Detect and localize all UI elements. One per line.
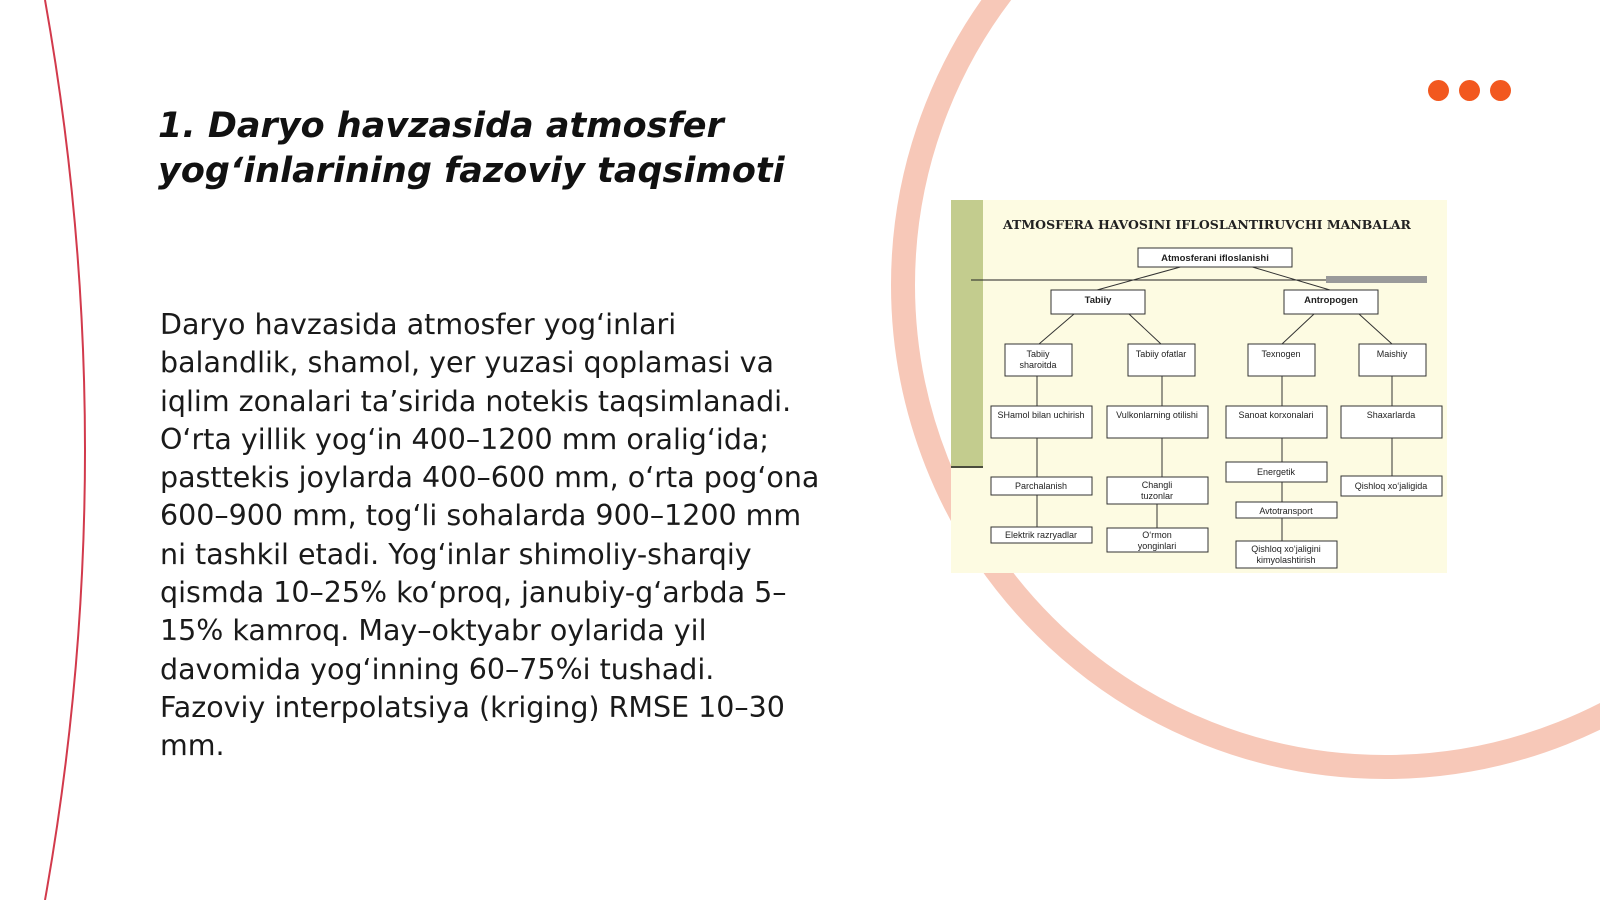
pollution-sources-diagram — [951, 200, 1447, 573]
three-dots-decoration — [1428, 80, 1520, 102]
label-avtotransport: Avtotransport — [1259, 506, 1313, 516]
label-kimyo-1: Qishloq xo‘jaligini — [1251, 544, 1321, 554]
label-tabiiy-ofatlar: Tabiiy ofatlar — [1135, 349, 1187, 359]
body-line: davomida yog‘inning 60–75%i tushadi. — [160, 652, 715, 686]
body-line: 600–900 mm, tog‘li sohalarda 900–1200 mm — [160, 499, 802, 533]
label-antropogen: Antropogen — [1304, 295, 1358, 306]
slide-title — [158, 104, 798, 194]
slide-title-line-1: 1. Daryo havzasida atmosfer — [158, 106, 724, 146]
left-curve-line — [45, 0, 85, 900]
body-line: qismda 10–25% ko‘proq, janubiy-g‘arbda 5– — [160, 576, 787, 610]
label-kimyo-2: kimyolashtirish — [1256, 555, 1316, 565]
label-tabiiy: Tabiiy — [1084, 295, 1112, 306]
figure-sidebar — [951, 200, 983, 468]
body-line: balandlik, shamol, yer yuzasi qoplamasi va — [160, 346, 774, 380]
body-line: mm. — [160, 729, 225, 763]
body-line: pasttekis joylarda 400–600 mm, o‘rta pog‘ona — [160, 461, 820, 495]
slide-body-text — [160, 306, 860, 766]
label-tabiiy-sharoitda-1: Tabiiy — [1026, 349, 1050, 359]
label-root: Atmosferani ifloslanishi — [1161, 253, 1269, 264]
label-energetik: Energetik — [1256, 467, 1296, 477]
diagram-boxes — [991, 248, 1442, 568]
label-elektrik: Elektrik razryadlar — [1004, 530, 1078, 540]
label-shamol: SHamol bilan uchirish — [997, 410, 1085, 420]
label-ormon-2: yonginlari — [1137, 541, 1177, 551]
label-ormon-1: O‘rmon — [1142, 530, 1172, 540]
slide-title-line-2: yog‘inlarining fazoviy taqsimoti — [158, 151, 785, 191]
label-changli-2: tuzonlar — [1140, 491, 1174, 501]
label-changli-1: Changli — [1141, 480, 1173, 490]
diagram-title: ATMOSFERA HAVOSINI IFLOSLANTIRUVCHI MANBALAR — [1003, 217, 1411, 232]
label-parchalanish: Parchalanish — [1014, 481, 1068, 491]
label-qishloq: Qishloq xo‘jaligida — [1354, 481, 1428, 491]
label-texnogen: Texnogen — [1261, 349, 1301, 359]
body-line: Fazoviy interpolatsiya (kriging) RMSE 10–30 — [160, 690, 785, 724]
body-line: ni tashkil etadi. Yog‘inlar shimoliy-sharqiy — [160, 537, 752, 571]
label-sanoat: Sanoat korxonalari — [1238, 410, 1314, 420]
body-line: O‘rta yillik yog‘in 400–1200 mm oralig‘ida; — [160, 422, 770, 456]
dot-icon — [1459, 80, 1480, 101]
body-line: Daryo havzasida atmosfer yog‘inlari — [160, 308, 677, 341]
body-line: iqlim zonalari ta’sirida notekis taqsimlanadi. — [160, 384, 792, 418]
dot-icon — [1490, 80, 1511, 101]
label-maishiy: Maishiy — [1376, 349, 1408, 359]
dot-icon — [1428, 80, 1449, 101]
grey-bar — [1326, 276, 1427, 283]
label-shaxarlarda: Shaxarlarda — [1366, 410, 1416, 420]
body-line: 15% kamroq. May–oktyabr oylarida yil — [160, 614, 707, 648]
label-tabiiy-sharoitda-2: sharoitda — [1019, 360, 1057, 370]
label-vulkon: Vulkonlarning otilishi — [1116, 410, 1198, 420]
